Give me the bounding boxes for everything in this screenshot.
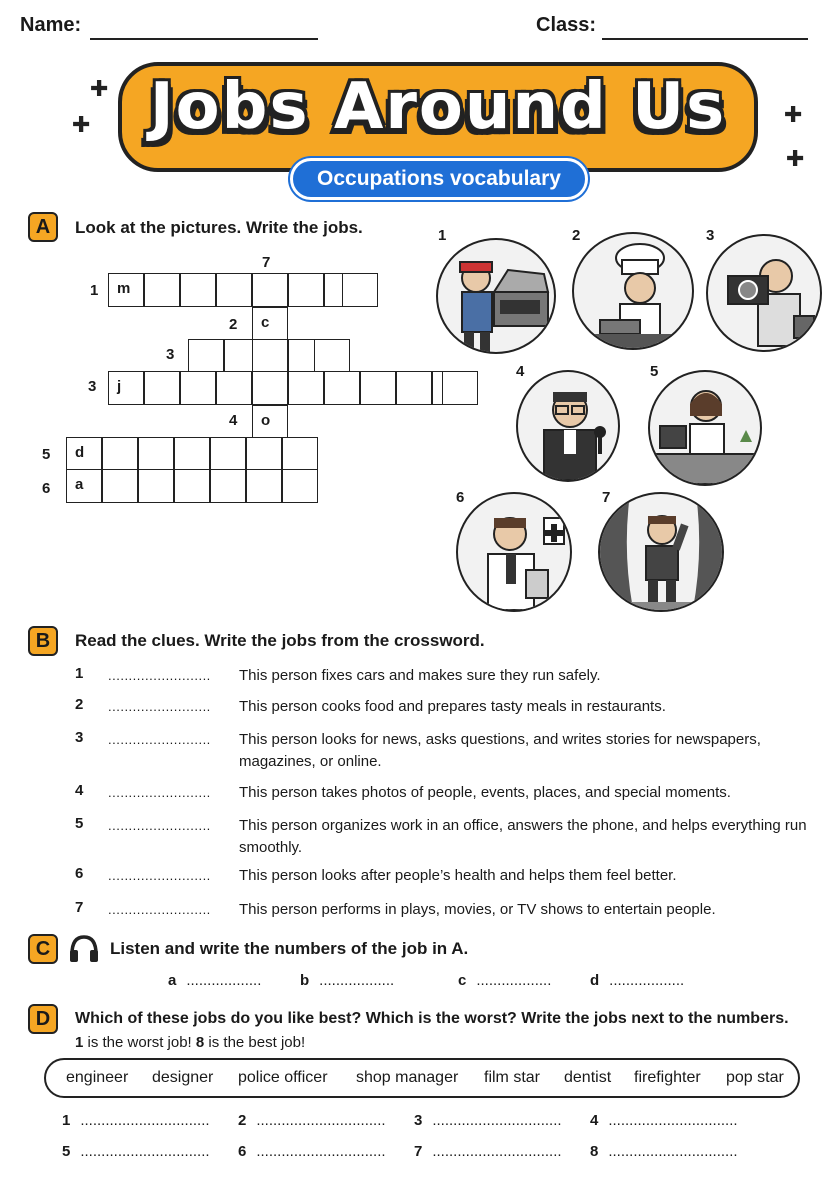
word-bank-item: police officer xyxy=(238,1069,328,1086)
page-title: Jobs Around Us xyxy=(149,70,727,144)
crossword-cell[interactable] xyxy=(282,469,318,503)
crossword-number: 7 xyxy=(262,254,271,271)
clue-number: 7 xyxy=(75,899,84,916)
word-bank-item: engineer xyxy=(66,1069,129,1086)
listen-answer[interactable]: b .................. xyxy=(300,972,395,989)
crossword-cell[interactable] xyxy=(210,469,246,503)
crossword-number: 3 xyxy=(166,346,175,363)
picture-number: 2 xyxy=(572,227,581,244)
crossword-number: 6 xyxy=(42,480,51,497)
rank-answer[interactable]: 6 ............................... xyxy=(238,1143,386,1160)
word-bank-item: film star xyxy=(484,1069,540,1086)
name-field[interactable] xyxy=(90,38,318,40)
crossword-cell[interactable]: m xyxy=(108,273,144,307)
clue-text: This person looks after people’s health and helps them feel better. xyxy=(239,867,677,884)
picture-number: 1 xyxy=(438,227,447,244)
crossword-cell[interactable]: c xyxy=(252,307,288,341)
sparkle-icon: ✚ xyxy=(786,146,805,171)
sparkle-icon: ✚ xyxy=(784,102,803,127)
rank-answer[interactable]: 5 ............................... xyxy=(62,1143,210,1160)
crossword-cell[interactable] xyxy=(246,437,282,471)
answer-blank[interactable]: ......................... xyxy=(108,902,211,917)
crossword-cell[interactable] xyxy=(288,273,324,307)
crossword-cell[interactable] xyxy=(216,273,252,307)
answer-blank[interactable]: ......................... xyxy=(108,785,211,800)
office-worker-icon xyxy=(648,370,762,486)
crossword-cell[interactable]: o xyxy=(252,405,288,439)
crossword-number: 2 xyxy=(229,316,238,333)
crossword-cell[interactable] xyxy=(188,339,224,373)
rank-answer[interactable]: 7 ............................... xyxy=(414,1143,562,1160)
headphones-icon xyxy=(68,934,100,969)
clue-text: This person performs in plays, movies, or TV shows to entertain people. xyxy=(239,901,716,918)
crossword-cell[interactable] xyxy=(174,469,210,503)
picture-number: 7 xyxy=(602,489,611,506)
answer-blank[interactable]: ......................... xyxy=(108,699,211,714)
crossword-number: 4 xyxy=(229,412,238,429)
section-badge-d: D xyxy=(28,1004,58,1034)
crossword-cell[interactable] xyxy=(396,371,432,405)
crossword-cell[interactable] xyxy=(210,437,246,471)
section-b-instruction: Read the clues. Write the jobs from the crossword. xyxy=(75,631,485,650)
listen-answer[interactable]: a .................. xyxy=(168,972,262,989)
clue-text: This person takes photos of people, events, places, and special moments. xyxy=(239,784,731,801)
sparkle-icon: ✚ xyxy=(72,112,91,137)
crossword-cell[interactable] xyxy=(246,469,282,503)
crossword-cell[interactable] xyxy=(288,339,324,373)
actor-icon xyxy=(598,492,724,612)
picture-number: 3 xyxy=(706,227,715,244)
crossword-cell[interactable] xyxy=(138,469,174,503)
clue-number: 6 xyxy=(75,865,84,882)
crossword-cell[interactable]: d xyxy=(66,437,102,471)
crossword-cell[interactable] xyxy=(324,371,360,405)
page-subtitle: Occupations vocabulary xyxy=(290,158,588,200)
crossword-cell[interactable] xyxy=(324,273,360,307)
crossword-cell[interactable] xyxy=(252,339,288,373)
section-d-instruction: Which of these jobs do you like best? Which is the worst? Write the jobs next to the numbers. xyxy=(75,1010,789,1027)
section-c-instruction: Listen and write the numbers of the job in A. xyxy=(110,939,469,958)
section-d-sub-instruction: 1 is the worst job! 8 is the best job! xyxy=(75,1034,306,1051)
chef-icon xyxy=(572,232,694,350)
crossword-cell[interactable] xyxy=(314,339,350,373)
word-bank-item: designer xyxy=(152,1069,214,1086)
clue-text: This person cooks food and prepares tasty meals in restaurants. xyxy=(239,698,666,715)
crossword-number: 3 xyxy=(88,378,97,395)
clue-number: 2 xyxy=(75,696,84,713)
clue-text: This person organizes work in an office, answers the phone, and helps everything run smoothly. xyxy=(239,817,807,856)
crossword-cell[interactable] xyxy=(216,371,252,405)
clue-text: This person fixes cars and makes sure they run safely. xyxy=(239,667,601,684)
section-badge-a: A xyxy=(28,212,58,242)
crossword-cell[interactable] xyxy=(144,371,180,405)
crossword-cell[interactable] xyxy=(282,437,318,471)
rank-answer[interactable]: 4 ............................... xyxy=(590,1112,738,1129)
picture-number: 6 xyxy=(456,489,465,506)
crossword-cell[interactable] xyxy=(252,371,288,405)
crossword-cell[interactable] xyxy=(442,371,478,405)
answer-blank[interactable]: ......................... xyxy=(108,868,211,883)
clue-number: 3 xyxy=(75,729,84,746)
crossword-cell[interactable] xyxy=(144,273,180,307)
crossword-cell[interactable] xyxy=(102,437,138,471)
class-field[interactable] xyxy=(602,38,808,40)
crossword-cell[interactable] xyxy=(288,371,324,405)
mechanic-icon xyxy=(436,238,556,354)
crossword-number: 5 xyxy=(42,446,51,463)
word-bank-item: pop star xyxy=(726,1069,784,1086)
section-a-instruction: Look at the pictures. Write the jobs. xyxy=(75,218,363,237)
doctor-icon xyxy=(456,492,572,612)
rank-answer[interactable]: 1 ............................... xyxy=(62,1112,210,1129)
crossword-cell[interactable] xyxy=(174,437,210,471)
class-label: Class: xyxy=(536,14,597,36)
crossword-cell[interactable] xyxy=(360,371,396,405)
word-bank-item: firefighter xyxy=(634,1069,701,1086)
clue-number: 1 xyxy=(75,665,84,682)
clue-number: 5 xyxy=(75,815,84,832)
word-bank-item: dentist xyxy=(564,1069,612,1086)
listen-answer[interactable]: c .................. xyxy=(458,972,552,989)
clue-text: This person looks for news, asks questions, and writes stories for newspapers, magazines, or online. xyxy=(239,731,761,770)
crossword-cell[interactable] xyxy=(432,371,468,405)
picture-number: 4 xyxy=(516,363,525,380)
crossword-cell[interactable]: a xyxy=(66,469,102,503)
word-bank-item: shop manager xyxy=(356,1069,459,1086)
rank-answer[interactable]: 3 ............................... xyxy=(414,1112,562,1129)
crossword-number: 1 xyxy=(90,282,99,299)
crossword-cell[interactable] xyxy=(102,469,138,503)
section-badge-b: B xyxy=(28,626,58,656)
crossword-cell[interactable] xyxy=(180,273,216,307)
picture-number: 5 xyxy=(650,363,659,380)
sparkle-icon: ✚ xyxy=(90,76,109,101)
crossword-cell[interactable] xyxy=(252,273,288,307)
word-bank xyxy=(44,1058,800,1098)
name-label: Name: xyxy=(20,14,82,36)
name-class-row xyxy=(20,14,820,44)
title-banner xyxy=(118,62,758,172)
crossword-cell[interactable] xyxy=(180,371,216,405)
section-badge-c: C xyxy=(28,934,58,964)
journalist-icon xyxy=(516,370,620,482)
answer-blank[interactable]: ......................... xyxy=(108,668,211,683)
clue-number: 4 xyxy=(75,782,84,799)
rank-answer[interactable]: 8 ............................... xyxy=(590,1143,738,1160)
crossword-cell[interactable]: j xyxy=(108,371,144,405)
rank-answer[interactable]: 2 ............................... xyxy=(238,1112,386,1129)
listen-answer[interactable]: d .................. xyxy=(590,972,685,989)
answer-blank[interactable]: ......................... xyxy=(108,818,211,833)
crossword-cell[interactable] xyxy=(138,437,174,471)
crossword-cell[interactable] xyxy=(224,339,260,373)
answer-blank[interactable]: ......................... xyxy=(108,732,211,747)
crossword-cell[interactable] xyxy=(342,273,378,307)
photographer-icon xyxy=(706,234,822,352)
